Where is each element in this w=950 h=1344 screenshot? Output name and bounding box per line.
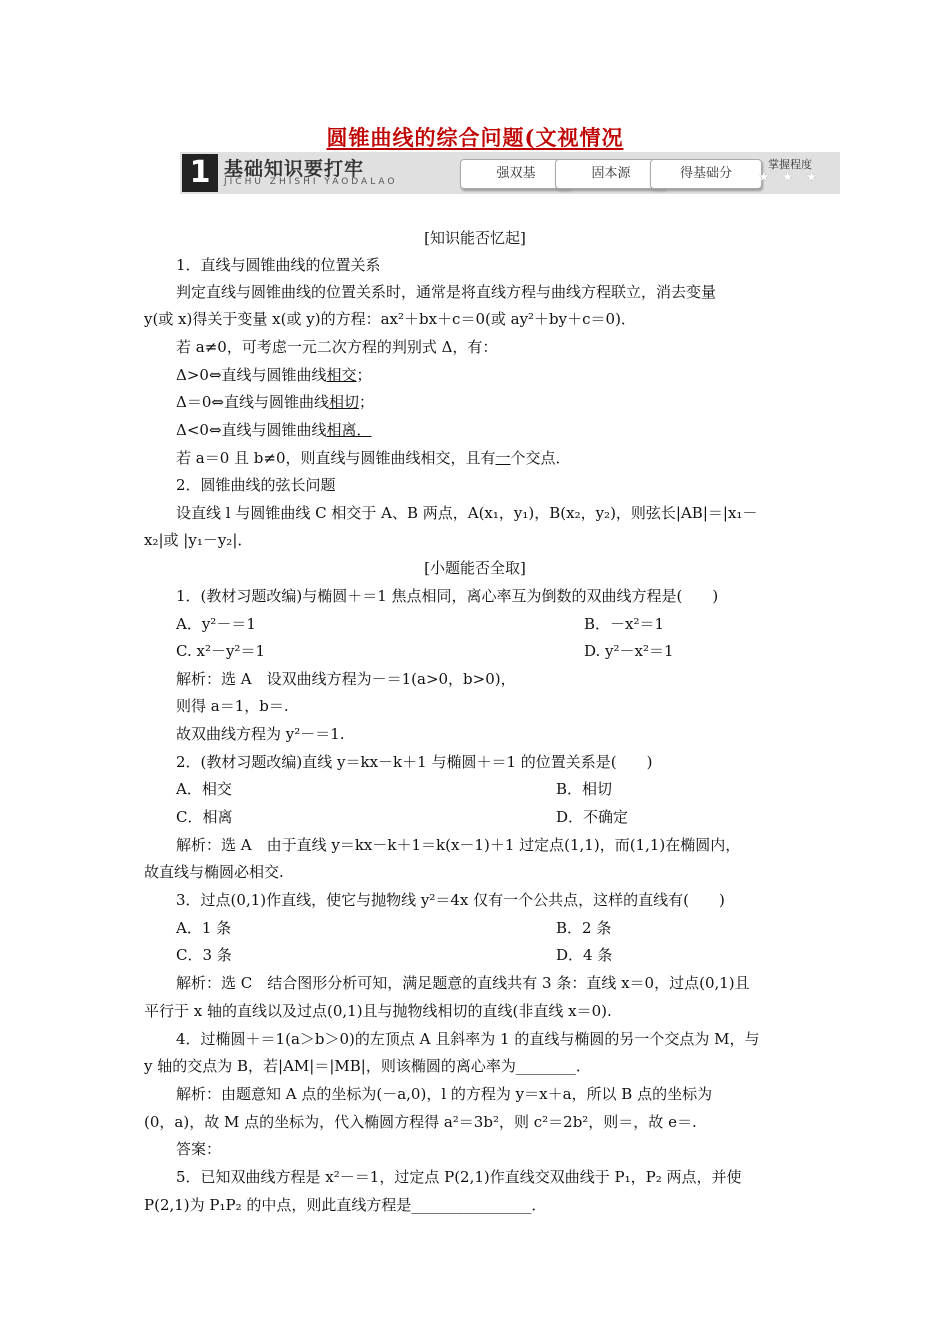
options-row <box>176 779 808 799</box>
page-title: 圆锥曲线的综合问题(文视情况 <box>326 125 624 150</box>
text-line: y 轴的交点为 B，若|AM|＝|MB|，则该椭圆的离心率为________． <box>144 1057 591 1075</box>
text-line: 解析：选 C 结合图形分析可知，满足题意的直线共有 3 条：直线 x＝0，过点(0,1)且 <box>176 974 750 992</box>
tab-button-2[interactable]: 固本源 <box>555 159 667 189</box>
text-line: P(2,1)为 P₁P₂ 的中点，则此直线方程是________________． <box>144 1196 547 1214</box>
underlined-answer: 相切 <box>328 393 359 411</box>
section-heading: 基础知识要打牢 <box>224 158 365 180</box>
option: B．2 条 <box>556 919 612 937</box>
options-row <box>176 918 808 938</box>
question-2: 2．(教材习题改编)直线 y＝kx－k＋1 与椭圆＋＝1 的位置关系是( ) <box>176 753 653 771</box>
underlined-answer: 相离． <box>326 421 372 439</box>
text-line: 解析：由题意知 A 点的坐标为(－a,0)，l 的方程为 y＝x＋a，所以 B 点的坐标为 <box>176 1085 713 1103</box>
mastery-stars-icon: ★ ★ ★ <box>758 170 822 185</box>
text-line: 设直线 l 与圆锥曲线 C 相交于 A、B 两点，A(x₁，y₁)，B(x₂，y₂)，则弦长|AB|＝|x₁－ <box>176 504 758 522</box>
section-heading-practice: [小题能否全取] <box>424 559 526 577</box>
tab-button-3[interactable]: 得基础分 <box>650 159 762 189</box>
option: B．－x²＝1 <box>584 615 665 633</box>
text-line: y(或 x)得关于变量 x(或 y)的方程：ax²＋bx＋c＝0(或 ay²＋by＋c＝0)． <box>144 310 636 328</box>
text-line: Δ<0⇔直线与圆锥曲线相离． <box>176 421 372 439</box>
options-row <box>176 945 808 965</box>
underlined-answer: 一 <box>495 449 511 467</box>
options-row <box>176 614 808 634</box>
option: A．相交 <box>176 780 232 798</box>
text-line: 2．圆锥曲线的弦长问题 <box>176 476 336 494</box>
tab-button-1[interactable]: 强双基 <box>460 159 572 189</box>
question-5: 5．已知双曲线方程是 x²－＝1，过定点 P(2,1)作直线交双曲线于 P₁，P₂ 两点，并使 <box>176 1168 742 1186</box>
option: A．y²－＝1 <box>176 615 256 633</box>
text-line: 若 a＝0 且 b≠0，则直线与圆锥曲线相交，且有一个交点． <box>176 449 571 467</box>
text-line: 平行于 x 轴的直线以及过点(0,1)且与抛物线相切的直线(非直线 x＝0). <box>144 1002 612 1020</box>
text-line: 故直线与椭圆必相交. <box>144 863 284 881</box>
text-line: 判定直线与圆锥曲线的位置关系时，通常是将直线方程与曲线方程联立，消去变量 <box>176 283 717 301</box>
option: C．相离 <box>176 808 233 826</box>
option: D．不确定 <box>556 808 629 826</box>
text-line: Δ>0⇔直线与圆锥曲线相交； <box>176 366 372 384</box>
text-line: 若 a≠0，可考虑一元二次方程的判别式 Δ，有： <box>176 338 498 356</box>
options-row <box>176 807 808 827</box>
answer-label: 答案： <box>176 1140 222 1158</box>
text-line: 故双曲线方程为 y²－＝1. <box>176 725 345 743</box>
options-row <box>176 641 808 661</box>
question-4: 4．过椭圆＋＝1(a＞b＞0)的左顶点 A 且斜率为 1 的直线与椭圆的另一个交点为 M，与 <box>176 1030 760 1048</box>
section-heading-recall: [知识能否忆起] <box>424 229 526 247</box>
option: D. y²－x²＝1 <box>584 642 674 660</box>
section-pinyin: JICHU ZHISHI YAODALAO <box>224 177 398 187</box>
section-banner <box>180 152 840 194</box>
text-line: Δ＝0⇔直线与圆锥曲线相切； <box>176 393 374 411</box>
option: B．相切 <box>556 780 613 798</box>
text-line: 解析：选 A 设双曲线方程为－＝1(a>0，b>0)， <box>176 670 516 688</box>
text-line: (0，a)，故 M 点的坐标为，代入椭圆方程得 a²＝3b²，则 c²＝2b²，则＝，故 e＝. <box>144 1113 697 1131</box>
question-3: 3．过点(0,1)作直线，使它与抛物线 y²＝4x 仅有一个公共点，这样的直线有( ) <box>176 891 725 909</box>
question-1: 1．(教材习题改编)与椭圆＋＝1 焦点相同，离心率互为倒数的双曲线方程是( ) <box>176 587 719 605</box>
option: D．4 条 <box>556 946 613 964</box>
option: A．1 条 <box>176 919 232 937</box>
text-line: x₂|或 |y₁－y₂|． <box>144 531 253 549</box>
option: C. x²－y²＝1 <box>176 642 265 660</box>
underlined-answer: 相交 <box>326 366 357 384</box>
text-line: 则得 a＝1，b＝. <box>176 697 289 715</box>
option: C．3 条 <box>176 946 232 964</box>
mastery-label: 掌握程度 <box>768 158 812 171</box>
section-number: 1 <box>182 154 218 192</box>
text-line: 解析：选 A 由于直线 y＝kx－k＋1＝k(x－1)＋1 过定点(1,1)，而(1,1)在椭圆内， <box>176 836 741 854</box>
text-line: 1．直线与圆锥曲线的位置关系 <box>176 256 381 274</box>
